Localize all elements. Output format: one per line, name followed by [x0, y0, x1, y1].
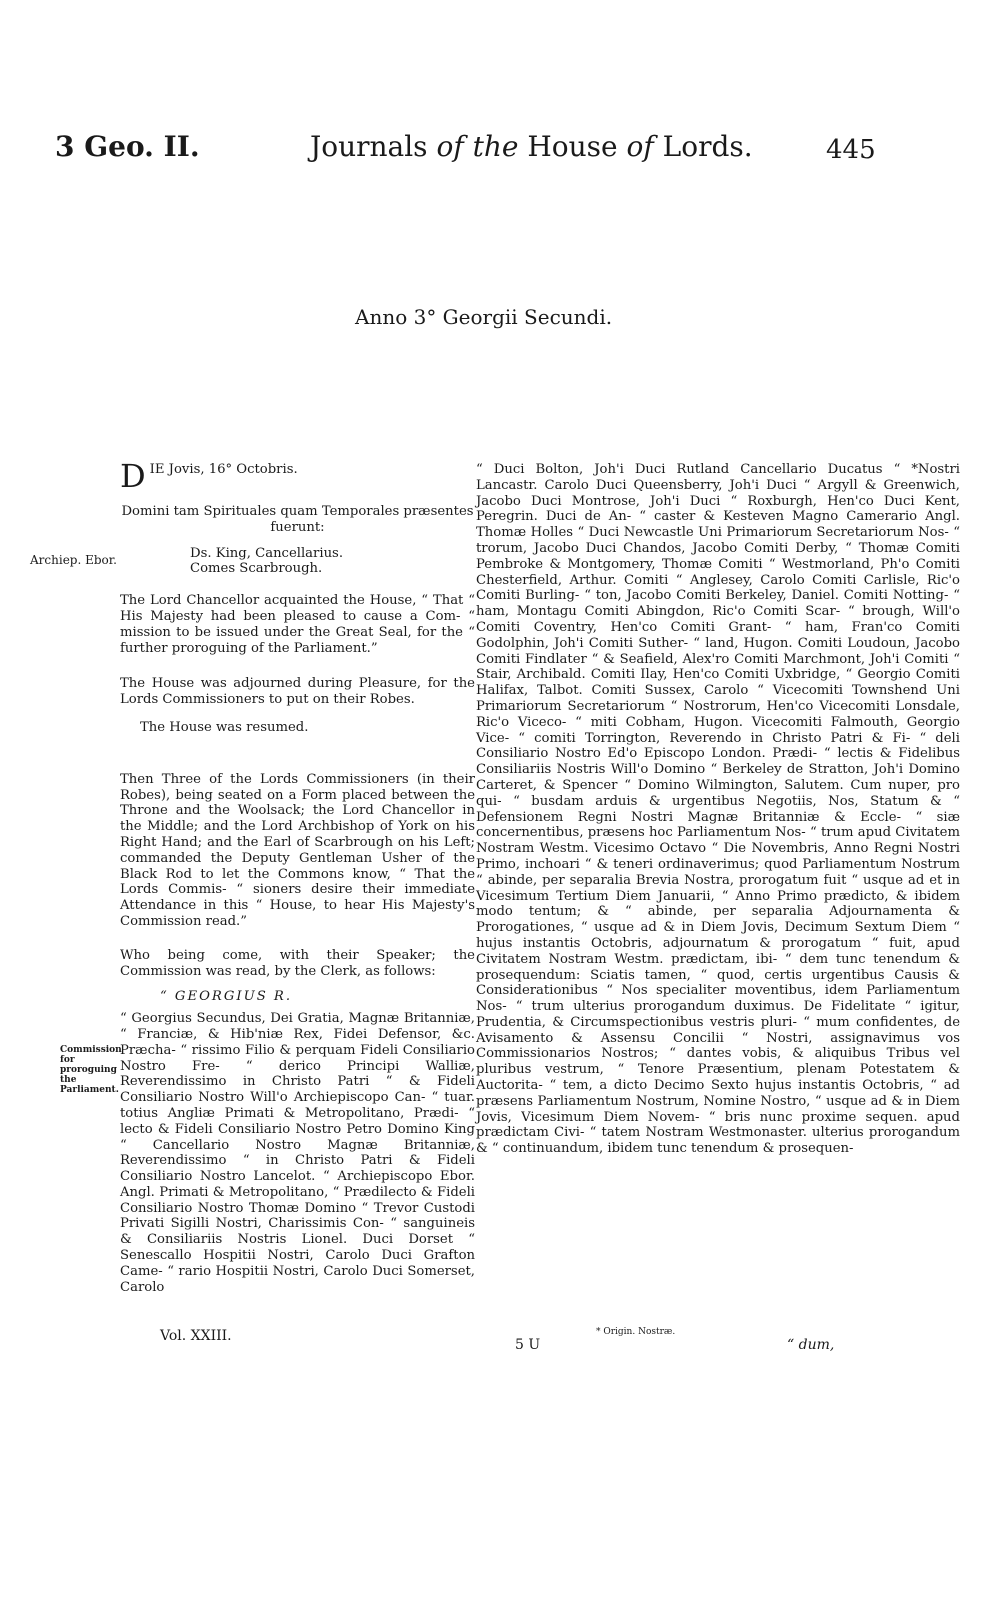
paragraph-3: The House was resumed. [140, 719, 309, 735]
page-number: 445 [826, 135, 876, 165]
dateline [120, 457, 475, 495]
catchword: “ dum, [787, 1337, 835, 1353]
paragraph-6: “ Georgius Secundus, Dei Gratia, Magnæ Britanniæ, “ Franciæ, & Hib'niæ Rex, Fidei Defensor, &c. Præcha- “ rissimo Filio & perquam Fideli Consiliario Nostro Fre- “ derico Principi Walliæ, Reverendissimo in Christo Patri “ & Fideli Consiliario Nostro Will'o Archiepiscopo Can- “ tuar. totius Angliæ Primati & Metropolitano, Prædi- “ lecto & Fideli Consiliario Nostro Petro Domino King “ Cancellario Nostro Magnæ Britanniæ, Reverendissimo “ in Christo Patri & Fideli Consiliario Nostro Lancelot. “ Archiepiscopo Ebor. Angl. Primati & Metropolitano, “ Prædilecto & Fideli Consiliario Nostro Thomæ Domino “ Trevor Custodi Privati Sigilli Nostri, Charissimis Con- “ sanguineis & Consiliariis Nostris Lionel. Duci Dorset “ Senescallo Hospitii Nostri, Carolo Duci Grafton Came- “ rario Hospitii Nostri, Carolo Duci Somerset, Carolo [120, 1011, 475, 1295]
session-heading: Anno 3° Georgii Secundi. [355, 305, 613, 329]
georgius-heading: “ GEORGIUS R. [160, 989, 293, 1005]
left-column [120, 457, 475, 1295]
footnote: * Origin. Nostræ. [596, 1327, 676, 1337]
signature-mark: 5 U [515, 1337, 541, 1353]
chancellor-line: Ds. King, Cancellarius. [190, 545, 344, 561]
paragraph-5: Who being come, with their Speaker; the Commission was read, by the Clerk, as follows: [120, 947, 475, 979]
present-heading: Domini tam Spirituales quam Temporales præsentes fuerunt: [121, 504, 474, 535]
margin-note-commission: Commission for proroguing the Parliament. [60, 1045, 122, 1095]
drop-cap: D [120, 457, 146, 495]
comes-line: Comes Scarbrough. [190, 561, 323, 577]
paragraph-4: Then Three of the Lords Commissioners (in their Robes), being seated on a Form placed between the Throne and the Woolsack; the Lord Chancellor in the Middle; and the Lord Archbishop of York on his Right Hand; and the Earl of Scarbrough on his Left; commanded the Deputy Gentleman Usher of the Black Rod to let the Commons know, “ That the Lords Commis- “ sioners desire their immediate Attendance in this “ House, to hear His Majesty's Commission read.” [120, 771, 475, 929]
right-column: “ Duci Bolton, Joh'i Duci Rutland Cancellario Ducatus “ *Nostri Lancastr. Carolo Duci Queensberry, Joh'i Duci “ Argyll & Greenwich, Jacobo Duci Montrose, Joh'i Duci “ Roxburgh, Hen'co Duci Kent, Peregrin. Duci de An- “ caster & Kesteven Magno Camerario Angl. Thomæ Holles “ Duci Newcastle Uni Primariorum Secretariorum Nos- “ trorum, Jacobo Duci Chandos, Jacobo Comiti Derby, “ Thomæ Comiti Pembroke & Montgomery, Thomæ Comiti “ Westmorland, Ph'o Comiti Chesterfield, Arthur. Comiti “ Anglesey, Carolo Comiti Carlisle, Ric'o Comiti Burling- “ ton, Jacobo Comiti Berkeley, Daniel. Comiti Notting- “ ham, Montagu Comiti Abingdon, Ric'o Comiti Scar- “ brough, Will'o Comiti Coventry, Hen'co Comiti Grant- “ ham, Fran'co Comiti Godolphin, Joh'i Comiti Suther- “ land, Hugon. Comiti Loudoun, Jacobo Comiti Findlater “ & Seafield, Alex'ro Comiti Marchmont, Joh'i Comiti “ Stair, Archibald. Comiti Ilay, Hen'co Comiti Uxbridge, “ Georgio Comiti Halifax, Talbot. Comiti Sussex, Carolo “ Vicecomiti Townshend Uni Primariorum Secretariorum “ Nostrorum, Hen'co Vicecomiti Lonsdale, Ric'o Viceco- “ miti Cobham, Hugon. Vicecomiti Falmouth, Georgio Vice- “ comiti Torrington, Reverendo in Christo Patri & Fi- “ deli Consiliario Nostro Ed'o Episcopo London. Prædi- “ lectis & Fidelibus Consiliariis Nostris Will'o Domino “ Berkeley de Stratton, Joh'i Domino Carteret, & Spencer “ Domino Wilmington, Salutem. Cum nuper, pro qui- “ busdam arduis & urgentibus Negotiis, Nos, Statum & “ Defensionem Regni Nostri Magnæ Britanniæ & Eccle- “ siæ concernentibus, præsens hoc Parliamentum Nos- “ trum apud Civitatem Nostram Westm. Vicesimo Octavo “ Die Novembris, Anno Regni Nostri Primo, inchoari “ & teneri ordinaverimus; quod Parliamentum Nostrum “ abinde, per separalia Brevia Nostra, prorogatum fuit “ usque ad et in Vicesimum Tertium Diem Januarii, “ Anno Primo prædicto, & ibidem modo tentum; & “ abinde, per separalia Adjournamenta & Prorogationes, “ usque ad & in Diem Jovis, Decimum Sextum Diem “ hujus instantis Octobris, adjournatum & prorogatum “ fuit, apud Civitatem Nostram Westm. prædictam, ibi- “ dem tunc tenendum & prosequendum: Sciatis tamen, “ quod, certis urgentibus Causis & Considerationibus “ Nos specialiter moventibus, idem Parliamentum Nos- “ trum ulterius prorogandum duximus. De Fidelitate “ igitur, Prudentia, & Circumspectionibus vestris pluri- “ mum confidentes, de Avisamento & Assensu Concilii “ Nostri, assignavimus vos Commissionarios Nostros; “ dantes vobis, & aliquibus Tribus vel pluribus vestrum, “ Tenore Præsentium, plenam Potestatem & Auctorita- “ tem, a dicto Decimo Sexto hujus instantis Octobris, “ ad præsens Parliamentum Nostrum, Nomine Nostro, “ usque ad & in Diem Jovis, Vicesimum Diem Novem- “ bris nunc proxime sequen. apud prædictam Civi- “ tatem Nostram Westmonaster. ulterius prorogandum & “ continuandum, ibidem tunc tenendum & prosequen- [476, 462, 960, 1157]
volume-number: Vol. XXIII. [160, 1328, 232, 1344]
dateline-text: IE Jovis, 16° Octobris. [149, 462, 298, 477]
running-head-regnal-year: 3 Geo. II. [55, 130, 200, 163]
paragraph-1: The Lord Chancellor acquainted the House, “ That “ His Majesty had been pleased to cause a Com- “ mission to be issued under the Great Seal, for the “ further proroguing of the Parliament.” [120, 593, 475, 656]
running-head-title: Journals of the House of Lords. [310, 130, 753, 163]
margin-note-archbishop: Archiep. Ebor. [30, 553, 117, 567]
paragraph-2: The House was adjourned during Pleasure, for the Lords Commissioners to put on their Robes. [120, 676, 475, 708]
